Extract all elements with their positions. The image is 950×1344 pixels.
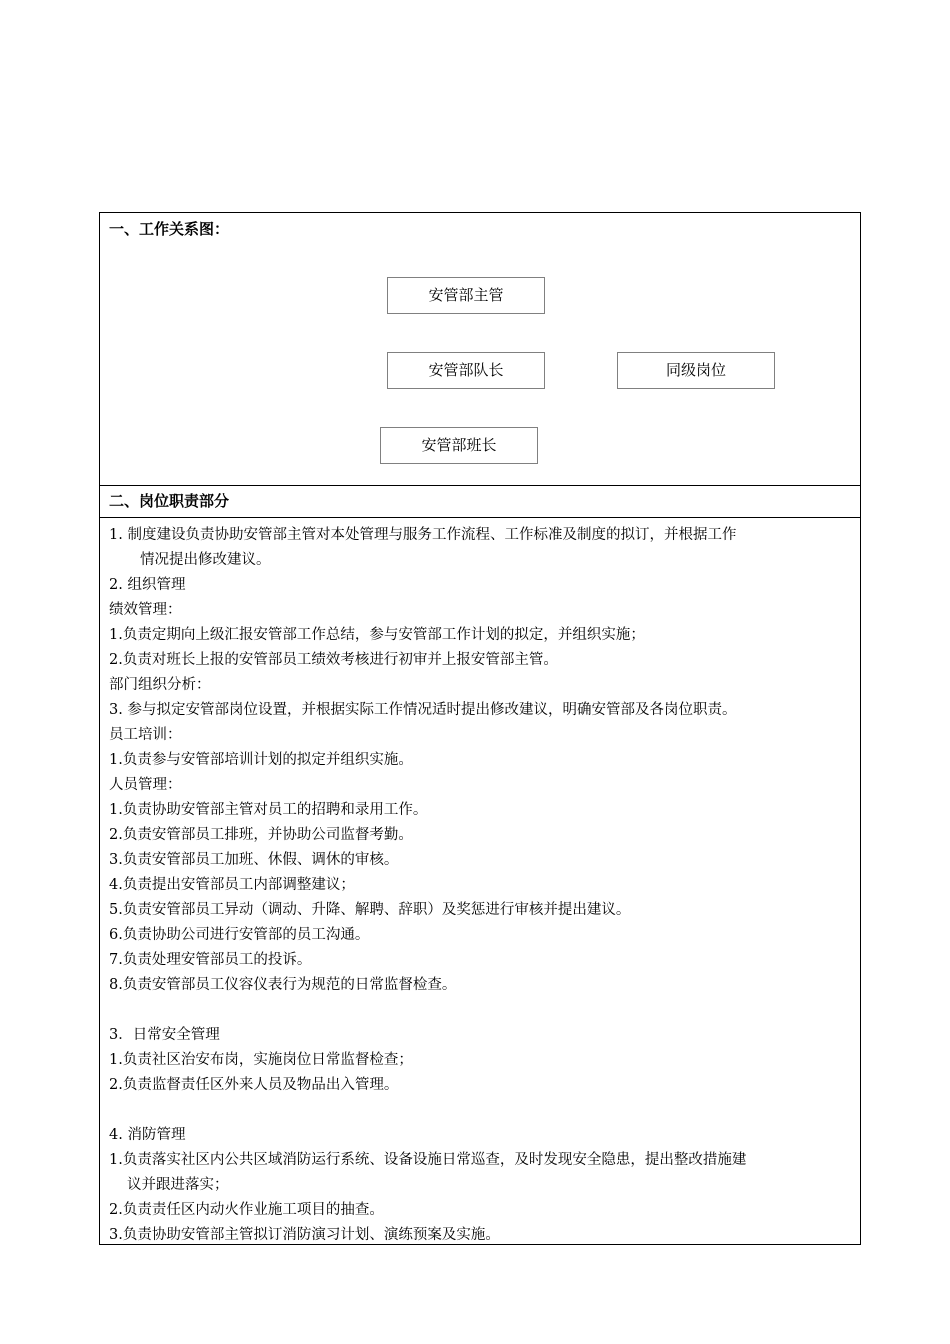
- duty-heading: 2. 组织管理: [109, 577, 186, 593]
- blank-line: [109, 1098, 851, 1123]
- duty-line: 1. 制度建设负责协助安管部主管对本处管理与服务工作流程、工作标准及制度的拟订，并根据工作: [109, 527, 737, 543]
- duty-line: 8.负责安管部员工仪容仪表行为规范的日常监督检查。: [109, 977, 457, 993]
- org-node-supervisor: 安管部主管: [387, 277, 545, 314]
- duty-line: 7.负责处理安管部员工的投诉。: [109, 952, 312, 968]
- duty-line: 3.负责安管部员工加班、休假、调休的审核。: [109, 852, 399, 868]
- duty-line: 2.负责对班长上报的安管部员工绩效考核进行初审并上报安管部主管。: [109, 652, 558, 668]
- duty-line: 1.负责落实社区内公共区域消防运行系统、设备设施日常巡查，及时发现安全隐患，提出整改措施建: [109, 1152, 747, 1168]
- duty-line: 2.负责监督责任区外来人员及物品出入管理。: [109, 1077, 399, 1093]
- duty-line: 情况提出修改建议。: [140, 552, 271, 568]
- org-node-captain: 安管部队长: [387, 352, 545, 389]
- duty-line: 议并跟进落实；: [127, 1177, 229, 1193]
- duty-line: 3. 参与拟定安管部岗位设置，并根据实际工作情况适时提出修改建议，明确安管部及各岗位职责。: [109, 702, 737, 718]
- duty-line: 4.负责提出安管部员工内部调整建议；: [109, 877, 355, 893]
- job-description-table: [99, 212, 861, 1245]
- duty-line: 3.负责协助安管部主管拟订消防演习计划、演练预案及实施。: [109, 1227, 500, 1243]
- section-title-work-relations: 一、工作关系图：: [109, 220, 230, 238]
- duty-line: 2.负责责任区内动火作业施工项目的抽查。: [109, 1202, 384, 1218]
- duty-subheading: 员工培训：: [109, 727, 182, 743]
- duty-line: 5.负责安管部员工异动（调动、升降、解聘、辞职）及奖惩进行审核并提出建议。: [109, 902, 631, 918]
- duty-line: 6.负责协助公司进行安管部的员工沟通。: [109, 927, 370, 943]
- section-title-duties: 二、岗位职责部分: [109, 492, 230, 510]
- duty-line: 1.负责社区治安布岗，实施岗位日常监督检查；: [109, 1052, 413, 1068]
- duty-heading: 3．日常安全管理: [109, 1027, 220, 1043]
- table-divider: [100, 517, 860, 518]
- duty-subheading: 部门组织分析：: [109, 677, 211, 693]
- duty-line: 1.负责协助安管部主管对员工的招聘和录用工作。: [109, 802, 428, 818]
- blank-line: [109, 998, 851, 1023]
- duty-heading: 4. 消防管理: [109, 1127, 186, 1143]
- duties-list: [109, 523, 851, 1248]
- duty-line: 2.负责安管部员工排班，并协助公司监督考勤。: [109, 827, 413, 843]
- duty-subheading: 人员管理：: [109, 777, 182, 793]
- org-node-team-leader: 安管部班长: [380, 427, 538, 464]
- duty-line: 1.负责定期向上级汇报安管部工作总结，参与安管部工作计划的拟定，并组织实施；: [109, 627, 645, 643]
- duty-subheading: 绩效管理：: [109, 602, 182, 618]
- duty-line: 1.负责参与安管部培训计划的拟定并组织实施。: [109, 752, 413, 768]
- org-node-peer-position: 同级岗位: [617, 352, 775, 389]
- table-divider: [100, 485, 860, 486]
